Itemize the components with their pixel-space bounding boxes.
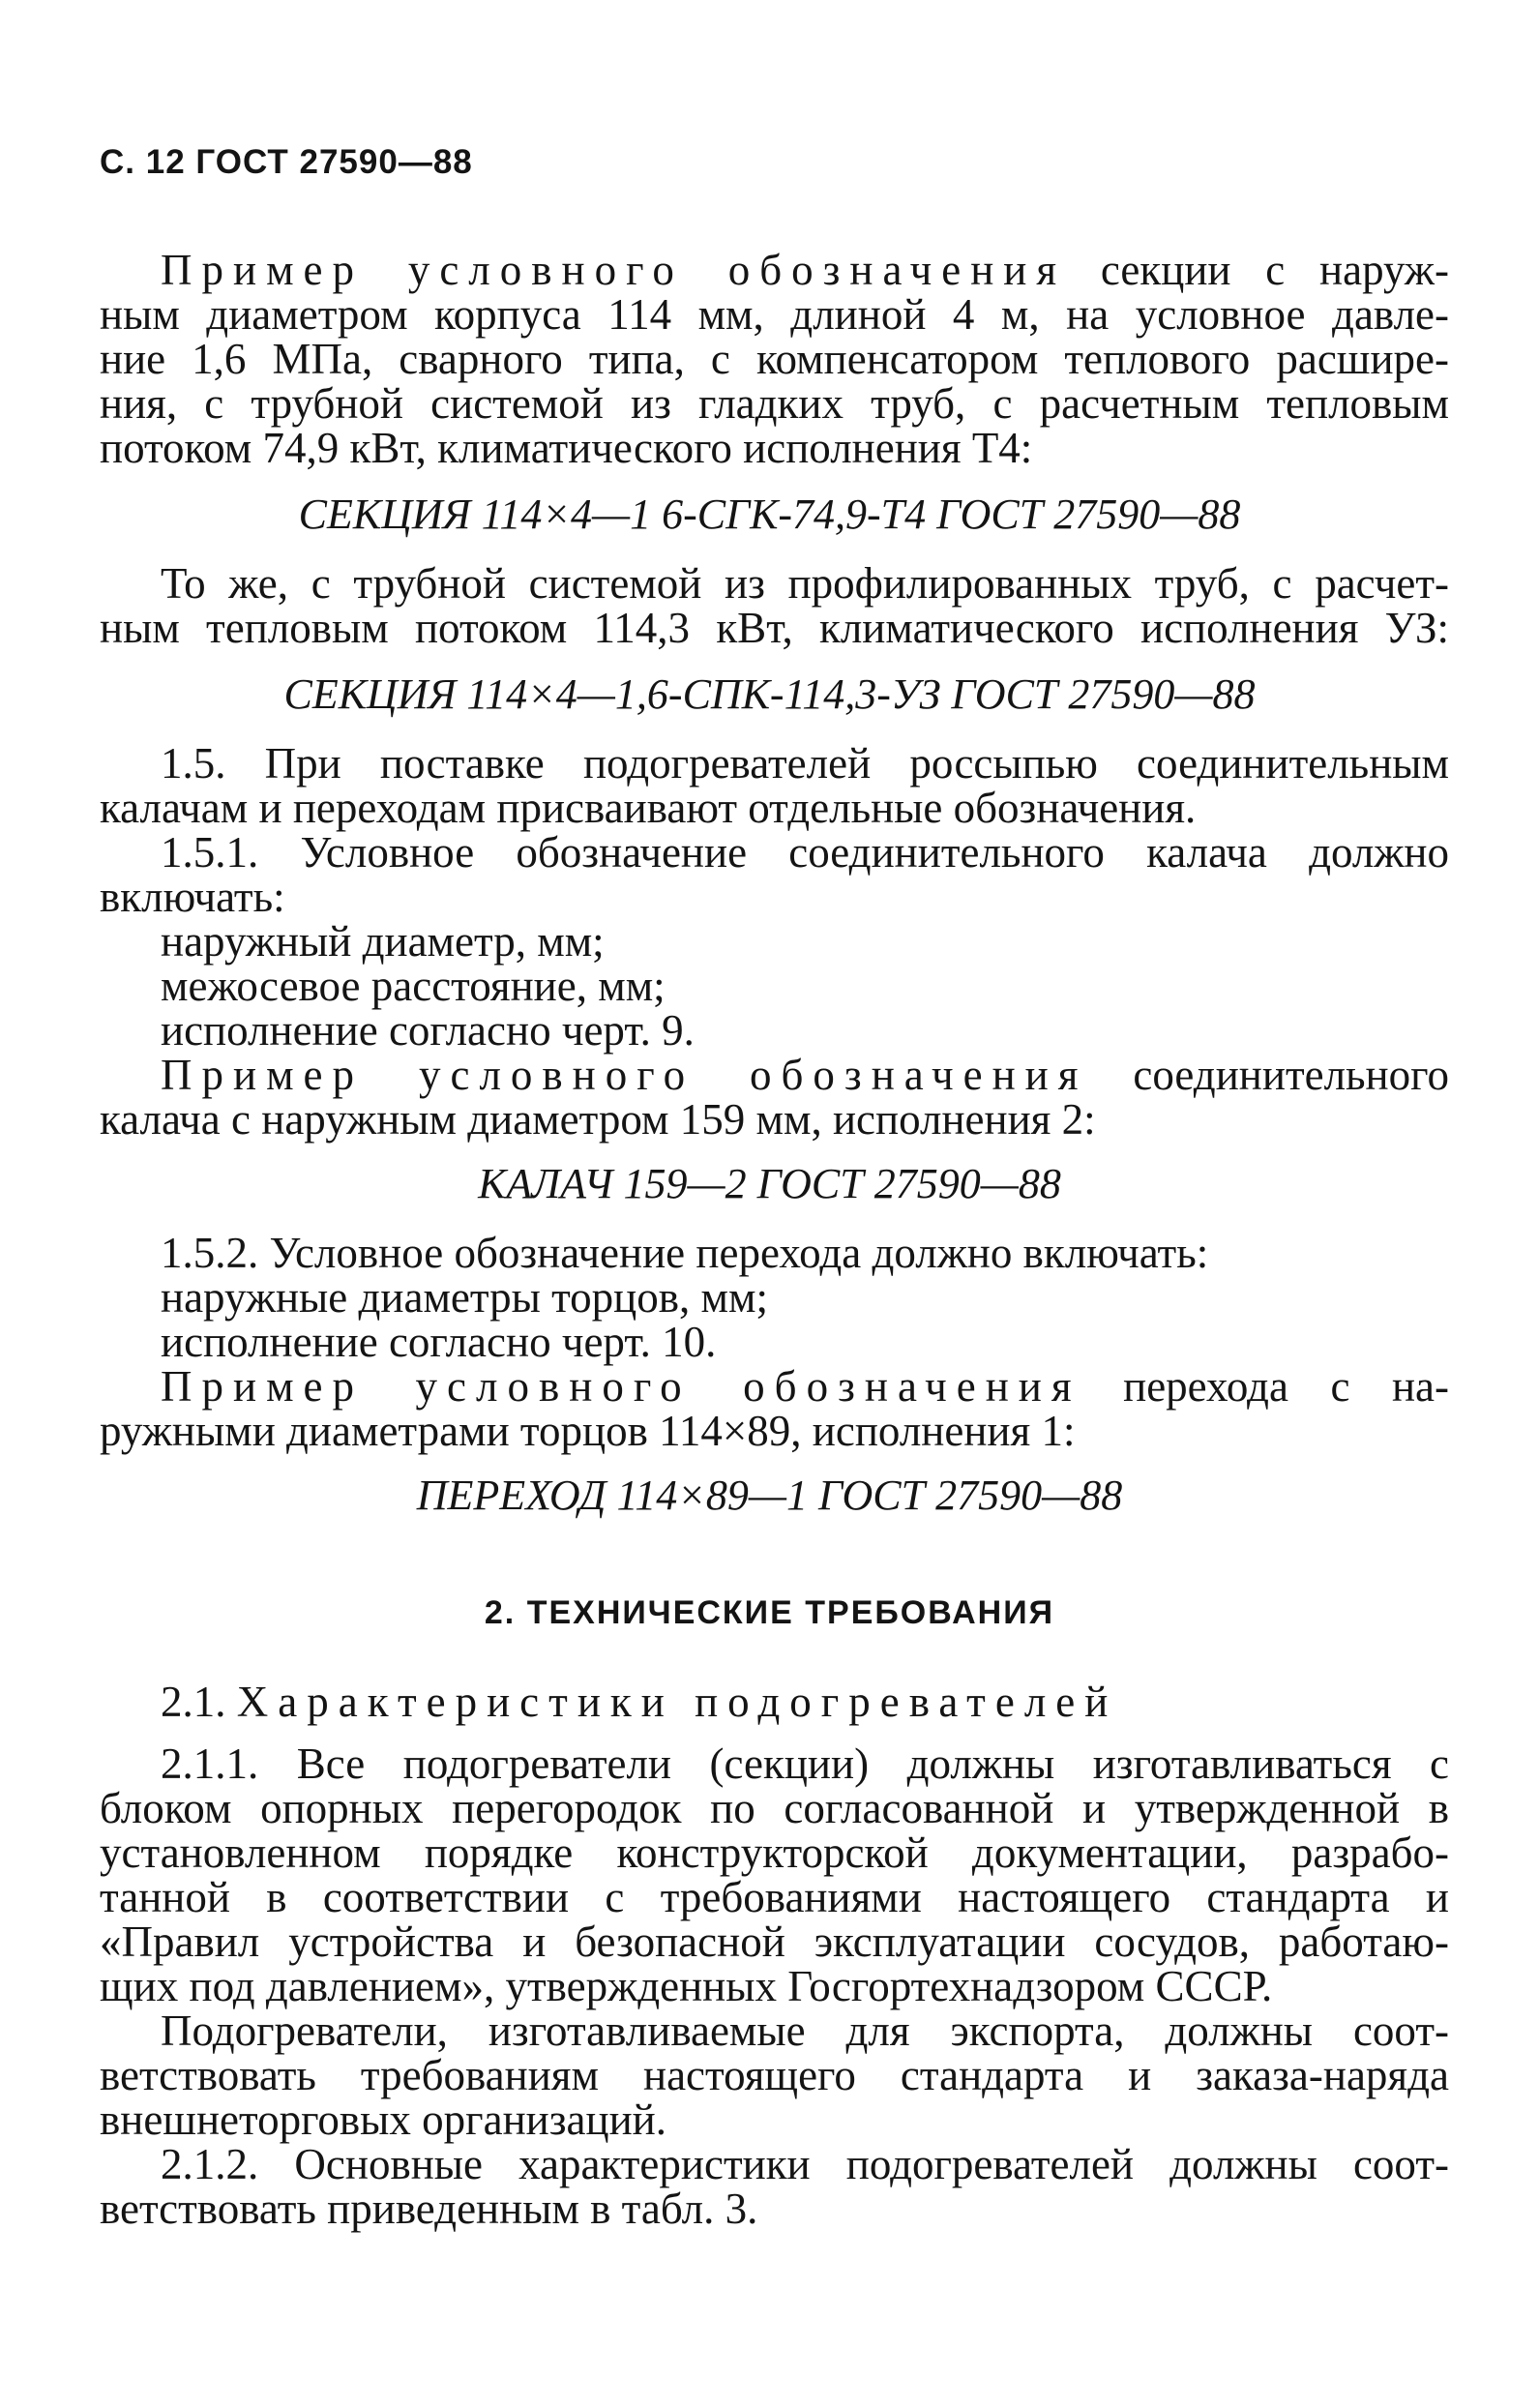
text-line: 1.5.2. Условное обозначение перехода должно включать: bbox=[161, 1229, 1209, 1277]
text-fragment: секции с наруж- bbox=[1066, 246, 1449, 294]
text-line: «Правил устройства и безопасной эксплуатации сосудов, работаю- bbox=[100, 1917, 1449, 1966]
text-line: 1.5. При поставке подогревателей россыпью соединительным bbox=[161, 739, 1449, 788]
designation-formula: СЕКЦИЯ 114×4—1,6-СПК-114,3-УЗ ГОСТ 27590—88 bbox=[283, 670, 1256, 718]
spaced-text: Характеристики подогревателей bbox=[236, 1678, 1118, 1726]
text-line bbox=[161, 248, 1449, 293]
text-fragment: соединительного bbox=[1087, 1051, 1449, 1099]
text-line: щих под давлением», утвержденных Госгортехнадзором СССР. bbox=[100, 1962, 1273, 2010]
text-line: ние 1,6 МПа, сварного типа, с компенсатором теплового расшире- bbox=[100, 335, 1449, 383]
text-line: То же, с трубной системой из профилированных труб, с расчет- bbox=[161, 559, 1449, 608]
text-line: 2.1.2. Основные характеристики подогревателей должны соот- bbox=[161, 2140, 1449, 2188]
text-line: 1.5.1. Условное обозначение соединительного калача должно bbox=[161, 828, 1449, 877]
designation-formula: КАЛАЧ 159—2 ГОСТ 27590—88 bbox=[478, 1160, 1061, 1207]
list-item: исполнение согласно черт. 10. bbox=[161, 1318, 717, 1366]
text-line: блоком опорных перегородок по согласованной и утвержденной в bbox=[100, 1784, 1449, 1832]
text-line: 2.1.1. Все подогреватели (секции) должны изготавливаться с bbox=[161, 1739, 1449, 1788]
text-line: ветствовать требованиям настоящего стандарта и заказа-наряда bbox=[100, 2051, 1449, 2099]
subsection-title bbox=[161, 1680, 1117, 1725]
text-line: ружными диаметрами торцов 114×89, исполнения 1: bbox=[100, 1407, 1076, 1455]
list-item: межосевое расстояние, мм; bbox=[161, 962, 666, 1010]
text-fragment: перехода с на- bbox=[1080, 1362, 1449, 1411]
spaced-text: Пример условного обозначения bbox=[161, 1362, 1081, 1411]
spaced-text: Пример условного обозначения bbox=[161, 246, 1067, 294]
page-header: С. 12 ГОСТ 27590—88 bbox=[100, 143, 473, 181]
text-line: внешнеторговых организаций. bbox=[100, 2096, 666, 2144]
subsection-number: 2.1. bbox=[161, 1678, 237, 1726]
list-item: наружный диаметр, мм; bbox=[161, 917, 605, 966]
list-item: наружные диаметры торцов, мм; bbox=[161, 1273, 768, 1322]
text-line: потоком 74,9 кВт, климатического исполнения Т4: bbox=[100, 424, 1033, 472]
text-line: ния, с трубной системой из гладких труб, с расчетным тепловым bbox=[100, 379, 1449, 428]
text-line: ным тепловым потоком 114,3 кВт, климатического исполнения УЗ: bbox=[100, 604, 1449, 652]
designation-formula: ПЕРЕХОД 114×89—1 ГОСТ 27590—88 bbox=[416, 1472, 1123, 1519]
text-line: ным диаметром корпуса 114 мм, длиной 4 м, на условное давле- bbox=[100, 290, 1449, 339]
text-line bbox=[161, 1053, 1449, 1098]
text-line: танной в соответствии с требованиями настоящего стандарта и bbox=[100, 1873, 1449, 1921]
list-item: исполнение согласно черт. 9. bbox=[161, 1006, 695, 1055]
text-line: калачам и переходам присваивают отдельные обозначения. bbox=[100, 784, 1197, 832]
text-line bbox=[161, 1364, 1449, 1410]
text-line: ветствовать приведенным в табл. 3. bbox=[100, 2185, 758, 2233]
text-line: Подогреватели, изготавливаемые для экспорта, должны соот- bbox=[161, 2007, 1449, 2055]
text-line: калача с наружным диаметром 159 мм, исполнения 2: bbox=[100, 1095, 1096, 1144]
text-line: включать: bbox=[100, 873, 285, 921]
text-line: установленном порядке конструкторской документации, разрабо- bbox=[100, 1828, 1449, 1877]
section-heading: 2. ТЕХНИЧЕСКИЕ ТРЕБОВАНИЯ bbox=[484, 1594, 1055, 1631]
spaced-text: Пример условного обозначения bbox=[161, 1051, 1088, 1099]
designation-formula: СЕКЦИЯ 114×4—1 6-СГК-74,9-Т4 ГОСТ 27590—88 bbox=[298, 491, 1241, 538]
